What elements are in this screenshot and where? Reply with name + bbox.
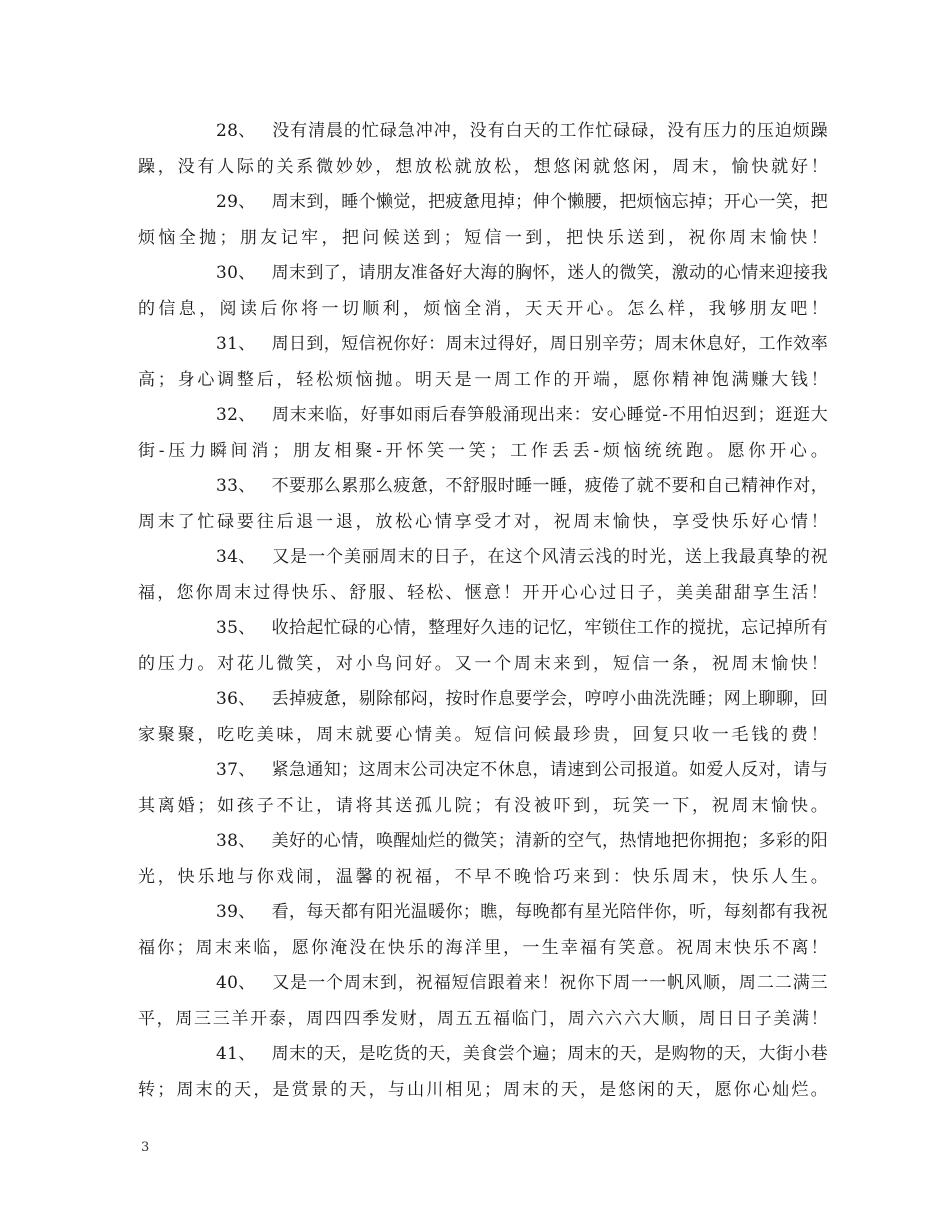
paragraph-number: 35、 (216, 618, 256, 638)
paragraph (138, 753, 828, 824)
paragraph-text: 又是一个周末到，祝福短信跟着来！祝你下周一一帆风顺，周二二满三平，周三三羊开泰，周四四季发财，周五五福临门，周六六六大顺，周日日子美满！ (138, 973, 828, 1029)
paragraph (138, 469, 828, 540)
paragraph (138, 1037, 828, 1108)
paragraph-number: 34、 (216, 547, 256, 567)
paragraph-number: 33、 (216, 476, 256, 496)
paragraph-number: 30、 (216, 263, 256, 283)
paragraph (138, 895, 828, 966)
paragraph-number: 37、 (216, 760, 256, 780)
paragraph-text: 没有清晨的忙碌急冲冲，没有白天的工作忙碌碌，没有压力的压迫烦躁躁，没有人际的关系微妙妙，想放松就放松，想悠闲就悠闲，周末，愉快就好！ (138, 121, 828, 177)
paragraph-number: 40、 (216, 973, 256, 993)
paragraph-number: 32、 (216, 405, 256, 425)
paragraph (138, 611, 828, 682)
document-body (138, 114, 828, 1108)
paragraph-number: 38、 (216, 831, 256, 851)
paragraph (138, 185, 828, 256)
paragraph (138, 256, 828, 327)
paragraph-text: 周末到，睡个懒觉，把疲惫甩掉；伸个懒腰，把烦恼忘掉；开心一笑，把烦恼全抛；朋友记牢，把问候送到；短信一到，把快乐送到，祝你周末愉快！ (138, 192, 828, 248)
paragraph (138, 966, 828, 1037)
page-number: 3 (141, 1140, 150, 1155)
paragraph-text: 丢掉疲惫，剔除郁闷，按时作息要学会，哼哼小曲洗洗睡；网上聊聊，回家聚聚，吃吃美味，周末就要心情美。短信问候最珍贵，回复只收一毛钱的费！ (138, 689, 828, 745)
paragraph (138, 114, 828, 185)
paragraph-text: 周末来临，好事如雨后春笋般涌现出来：安心睡觉-不用怕迟到；逛逛大街-压力瞬间消；朋友相聚-开怀笑一笑；工作丢丢-烦恼统统跑。愿你开心。 (138, 405, 828, 461)
paragraph (138, 682, 828, 753)
paragraph (138, 824, 828, 895)
paragraph (138, 540, 828, 611)
paragraph-text: 紧急通知；这周末公司决定不休息，请速到公司报道。如爱人反对，请与其离婚；如孩子不让，请将其送孤儿院；有没被吓到，玩笑一下，祝周末愉快。 (138, 760, 828, 816)
paragraph-text: 美好的心情，唤醒灿烂的微笑；清新的空气，热情地把你拥抱；多彩的阳光，快乐地与你戏闹，温馨的祝福，不早不晚恰巧来到：快乐周末，快乐人生。 (138, 831, 828, 887)
paragraph-text: 周末的天，是吃货的天，美食尝个遍；周末的天，是购物的天，大街小巷转；周末的天，是赏景的天，与山川相见；周末的天，是悠闲的天，愿你心灿烂。 (138, 1044, 828, 1100)
paragraph-number: 36、 (216, 689, 256, 709)
paragraph-text: 不要那么累那么疲惫，不舒服时睡一睡，疲倦了就不要和自己精神作对，周末了忙碌要往后退一退，放松心情享受才对，祝周末愉快，享受快乐好心情！ (138, 476, 828, 532)
paragraph-text: 又是一个美丽周末的日子，在这个风清云浅的时光，送上我最真挚的祝福，您你周末过得快乐、舒服、轻松、惬意！开开心心过日子，美美甜甜享生活！ (138, 547, 828, 603)
paragraph-number: 39、 (216, 902, 256, 922)
paragraph-text: 周日到，短信祝你好：周末过得好，周日别辛劳；周末休息好，工作效率高；身心调整后，轻松烦恼抛。明天是一周工作的开端，愿你精神饱满赚大钱！ (138, 334, 828, 390)
paragraph-number: 28、 (216, 121, 256, 141)
paragraph-number: 31、 (216, 334, 256, 354)
paragraph-number: 29、 (216, 192, 256, 212)
paragraph-text: 看，每天都有阳光温暖你；瞧，每晚都有星光陪伴你，听，每刻都有我祝福你；周末来临，愿你淹没在快乐的海洋里，一生幸福有笑意。祝周末快乐不离！ (138, 902, 828, 958)
paragraph (138, 327, 828, 398)
paragraph-number: 41、 (216, 1044, 256, 1064)
paragraph-text: 收拾起忙碌的心情，整理好久违的记忆，牢锁住工作的搅扰，忘记掉所有的压力。对花儿微笑，对小鸟问好。又一个周末来到，短信一条，祝周末愉快！ (138, 618, 828, 674)
paragraph-text: 周末到了，请朋友准备好大海的胸怀，迷人的微笑，激动的心情来迎接我的信息，阅读后你将一切顺利，烦恼全消，天天开心。怎么样，我够朋友吧！ (138, 263, 828, 319)
paragraph (138, 398, 828, 469)
